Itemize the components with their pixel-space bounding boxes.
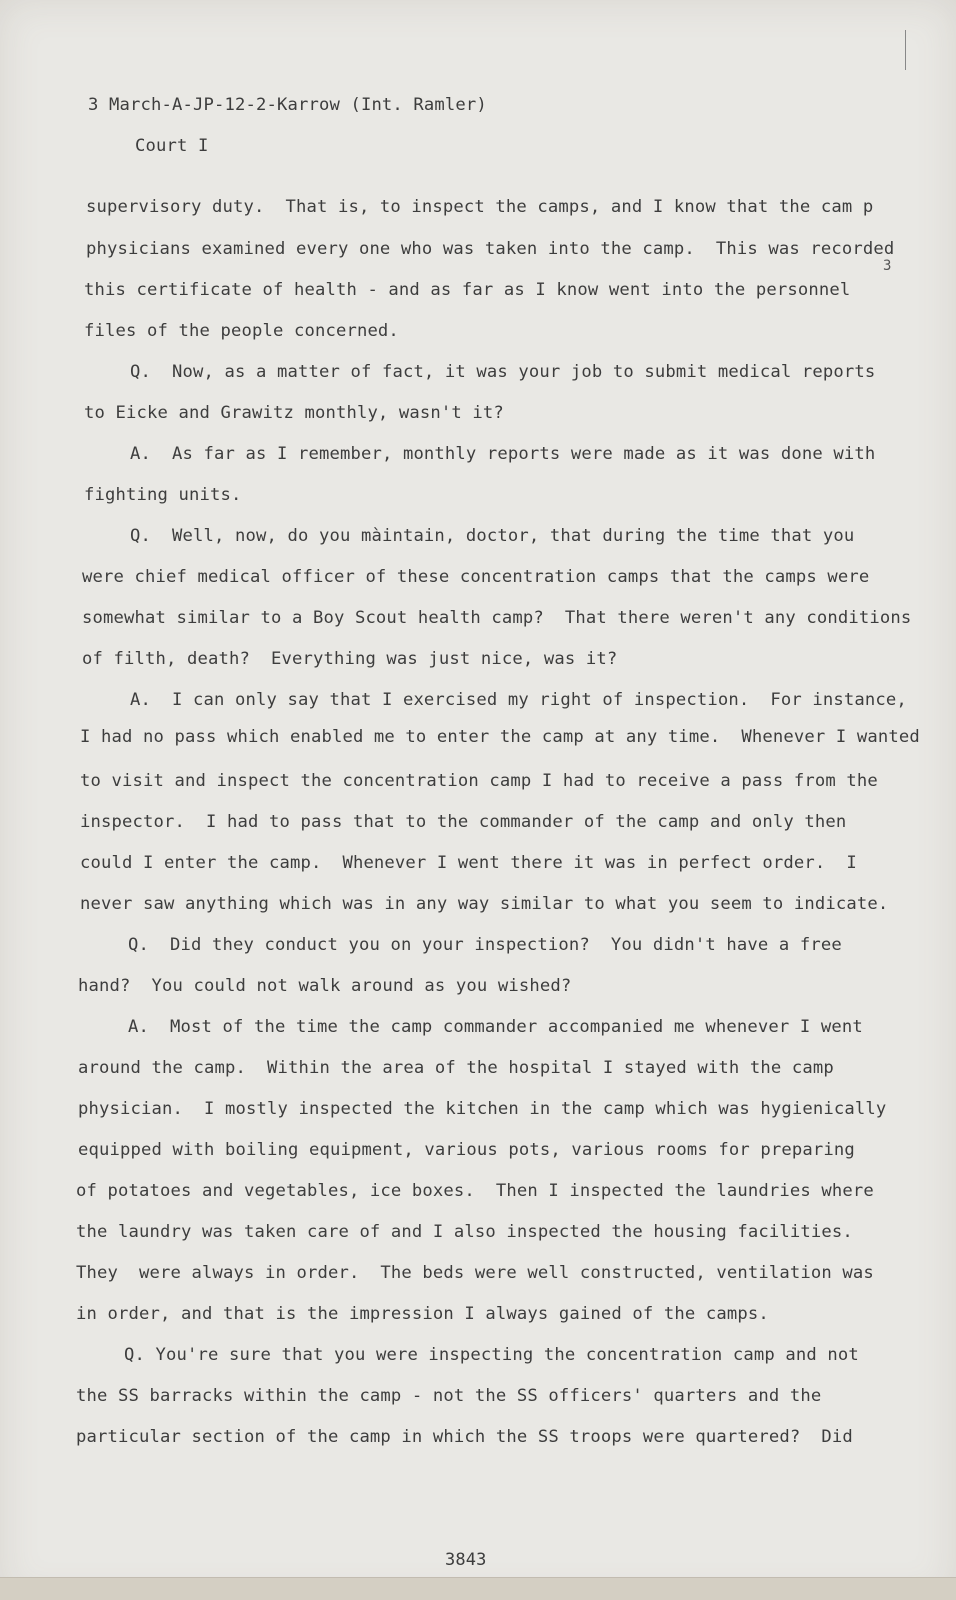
transcript-line: hand? You could not walk around as you wished? <box>78 976 572 996</box>
transcript-line: supervisory duty. That is, to inspect the camps, and I know that the cam p <box>86 197 874 217</box>
page-number: 3843 <box>445 1550 487 1570</box>
transcript-line: the laundry was taken care of and I also inspected the housing facilities. <box>76 1222 853 1242</box>
transcript-line: to Eicke and Grawitz monthly, wasn't it? <box>84 403 504 423</box>
transcript-line: the SS barracks within the camp - not the SS officers' quarters and the <box>76 1386 822 1406</box>
transcript-line: never saw anything which was in any way similar to what you seem to indicate. <box>80 894 889 914</box>
transcript-line: were chief medical officer of these concentration camps that the camps were <box>82 567 870 587</box>
question-line: Q. You're sure that you were inspecting the concentration camp and not <box>124 1345 859 1365</box>
transcript-line: of filth, death? Everything was just nice, was it? <box>82 649 618 669</box>
margin-tick <box>905 30 906 70</box>
margin-annotation: 3 <box>883 258 892 274</box>
transcript-line: particular section of the camp in which the SS troops were quartered? Did <box>76 1427 853 1447</box>
transcript-line: fighting units. <box>84 485 242 505</box>
answer-line: A. Most of the time the camp commander accompanied me whenever I went <box>128 1017 863 1037</box>
answer-line: A. As far as I remember, monthly reports were made as it was done with <box>130 444 876 464</box>
transcript-line: physician. I mostly inspected the kitchen in the camp which was hygienically <box>78 1099 887 1119</box>
document-reference: 3 March-A-JP-12-2-Karrow (Int. Ramler) <box>88 95 487 115</box>
transcript-line: in order, and that is the impression I always gained of the camps. <box>76 1304 769 1324</box>
transcript-line: files of the people concerned. <box>84 321 399 341</box>
transcript-line: could I enter the camp. Whenever I went there it was in perfect order. I <box>80 853 857 873</box>
transcript-line: I had no pass which enabled me to enter the camp at any time. Whenever I wanted <box>80 727 920 747</box>
transcript-line: equipped with boiling equipment, various pots, various rooms for preparing <box>78 1140 855 1160</box>
transcript-line: They were always in order. The beds were well constructed, ventilation was <box>76 1263 874 1283</box>
page-edge <box>0 1577 956 1600</box>
question-line: Q. Did they conduct you on your inspection? You didn't have a free <box>128 935 842 955</box>
transcript-line: somewhat similar to a Boy Scout health camp? That there weren't any conditions <box>82 608 912 628</box>
answer-line: A. I can only say that I exercised my right of inspection. For instance, <box>130 690 907 710</box>
transcript-line: of potatoes and vegetables, ice boxes. Then I inspected the laundries where <box>76 1181 874 1201</box>
transcript-line: physicians examined every one who was taken into the camp. This was recorded <box>86 239 895 259</box>
question-line: Q. Now, as a matter of fact, it was your job to submit medical reports <box>130 362 876 382</box>
question-line: Q. Well, now, do you màintain, doctor, that during the time that you <box>130 526 855 546</box>
transcript-line: this certificate of health - and as far as I know went into the personnel <box>84 280 851 300</box>
transcript-line: around the camp. Within the area of the hospital I stayed with the camp <box>78 1058 834 1078</box>
court-label: Court I <box>135 136 209 156</box>
transcript-line: to visit and inspect the concentration camp I had to receive a pass from the <box>80 771 878 791</box>
transcript-line: inspector. I had to pass that to the commander of the camp and only then <box>80 812 847 832</box>
